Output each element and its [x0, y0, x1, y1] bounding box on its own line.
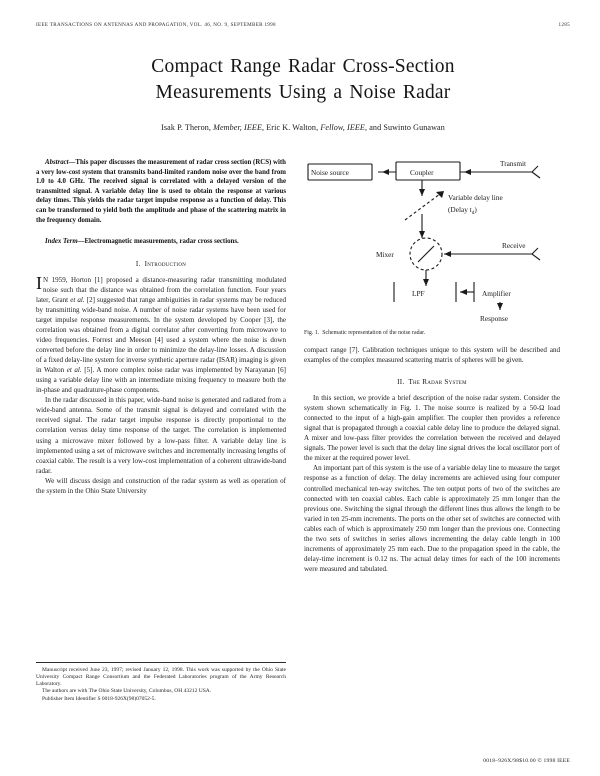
section-title-radar-system: The Radar System — [408, 378, 467, 387]
intro-p1-part-2: [2] suggested that range ambiguities in radar systems may be reduced by transmitting wide-band noise. A number of noise radar systems have been used for target impulse response measurements. In the system developed by Cooper [3], the correlation was obtained from a digital correlator after converting from microwave to video frequencies. Forrest and Meeson [4] used a system where the noise is down converted before the delay line in order to minimize the delay-line losses. A discussion of a fixed delay-line system for inverse synthetic aperture radar (ISAR) imaging is given in Walton — [36, 295, 287, 375]
transmit-antenna-mark-2 — [532, 166, 538, 172]
figure-label-delay-td-close: ) — [474, 205, 477, 214]
intro-paragraph-2: In the radar discussed in this paper, wide-band noise is generated and radiated from a wide-band antenna. Some of the transmit signal is delayed and correlated with the received signal. The radar target impulse response is directly proportional to the correlation versus delay time response of the target. The correlation is implemented using a microwave mixer followed by a low-pass filter. A variable delay line is implemented using a set of microwave switches and incrementally increasing lengths of coaxial cable. The result is a very low-cost implementation of a coherent ultrawide-band radar. — [36, 396, 286, 475]
intro-paragraph-3: We will discuss design and construction of the radar system as well as operation of the system in the Ohio State University — [36, 476, 286, 495]
body-columns — [36, 158, 570, 703]
arrowhead-coupler-to-transmit — [464, 169, 471, 175]
title-block — [36, 54, 570, 132]
arrowhead-coupler-down — [419, 189, 425, 196]
arrowhead-receive-to-mixer — [444, 251, 451, 257]
abstract-text: This paper discusses the measurement of radar cross section (RCS) with a very low-cost system that transmits band-limited random noise over the band from 1.0 to 4.0 GHz. The received signal is correlated with a delayed version of the transmitted signal. A variable delay line is used to obtain the response at various delay times. This yields the radar target impulse response as a function of delay. This can be transformed to yield both the amplitude and phase of the scattering matrix in the frequency domain. — [36, 159, 286, 224]
intro-p1-italic-1: et al. — [70, 295, 85, 304]
left-column — [36, 158, 286, 703]
author-2-grade: Fellow, IEEE — [320, 123, 365, 132]
figure-label-coupler: Coupler — [410, 168, 434, 177]
paper-title-line-2: Measurements Using a Noise Radar — [155, 82, 451, 103]
figure-1 — [304, 158, 560, 337]
index-terms-lead-label: Index Term — [45, 238, 78, 246]
author-1-name: Isak P. Theron, — [161, 123, 214, 132]
section-heading-radar-system — [304, 378, 560, 386]
intro-p1-italic-2: et al. — [66, 366, 82, 375]
arrowhead-amplifier-to-lpf — [460, 289, 467, 295]
paper-title-line-1: Compact Range Radar Cross-Section — [151, 56, 455, 77]
arrowhead-delay-to-mixer — [419, 231, 425, 238]
figure-label-noise-source: Noise source — [311, 168, 349, 177]
figure-1-schematic — [304, 158, 560, 323]
figure-label-receive: Receive — [502, 241, 526, 250]
running-head — [36, 22, 570, 32]
section-title-introduction: Introduction — [144, 259, 187, 268]
intro-paragraph-3-continued: compact range [7]. Calibration techniques unique to this system will be described and examples of the complex measured scattering matrix of spheres will be given. — [304, 346, 560, 365]
author-2-name: Eric K. Walton, — [266, 123, 321, 132]
figure-label-delay-td-sub: d — [471, 210, 475, 216]
right-column — [304, 158, 560, 574]
receive-antenna-mark-2 — [532, 248, 538, 254]
radar-system-paragraph-1: In this section, we provide a brief description of the noise radar system. Consider the system shown schematically in Fig. 1. The noise source is realized by a 50-Ω load connected to the input of a high-gain amplifier. The coupler then provides a reference signal that is propagated through a coaxial cable delay line to produce the delayed signal. A mixer and low-pass filter provides the correlation between the received and delayed signals. The power level is such that the delay line signal drives the local oscillator port of the mixer at the required power level. — [304, 394, 560, 463]
drop-cap-letter: I — [36, 272, 42, 293]
receive-antenna-mark-1 — [532, 254, 540, 260]
author-list — [36, 123, 570, 132]
mixer-slash — [418, 246, 434, 262]
arrowhead-mixer-to-lpf — [423, 279, 429, 286]
figure-label-mixer: Mixer — [376, 250, 394, 259]
index-terms-paragraph — [36, 237, 286, 247]
intro-paragraph-1 — [36, 272, 287, 396]
arrowhead-delay-line-tip — [436, 191, 444, 198]
figure-label-variable-delay-line: Variable delay line — [448, 193, 503, 202]
footnote-block-wrapper — [36, 651, 286, 703]
variable-delay-line-slash — [405, 191, 444, 220]
author-3-name: Suwinto Gunawan — [383, 123, 445, 132]
running-head-page-number: 1285 — [558, 22, 570, 28]
figure-label-lpf: LPF — [412, 289, 425, 298]
arrowhead-response — [497, 303, 503, 310]
author-1-grade: Member, IEEE — [213, 123, 262, 132]
running-head-journal: IEEE TRANSACTIONS ON ANTENNAS AND PROPAGATION, VOL. 46, NO. 9, SEPTEMBER 1998 — [36, 22, 276, 28]
figure-label-transmit: Transmit — [500, 159, 527, 168]
index-terms-text: —Electromagnetic measurements, radar cross sections. — [77, 238, 239, 246]
footnote-manuscript-info: Manuscript received June 23, 1997; revised January 12, 1998. This work was supported by the Ohio State University Compact Range Consortium and the Federated Laboratories program of the Army Research Laboratory. — [36, 666, 286, 688]
author-separator-1: , — [262, 123, 267, 132]
footnote-block — [36, 662, 286, 703]
figure-1-caption — [304, 329, 560, 337]
figure-label-response: Response — [480, 314, 508, 323]
figure-label-amplifier: Amplifier — [482, 289, 511, 298]
section-number-introduction: I. — [135, 259, 141, 268]
transmit-antenna-mark-1 — [532, 172, 540, 178]
figure-label-delay-td — [448, 205, 477, 216]
author-separator-2: , and — [364, 123, 384, 132]
figure-1-caption-text: Schematic representation of the noise radar. — [322, 330, 426, 336]
figure-label-delay-td-main: (Delay t — [448, 205, 472, 214]
intro-p1-part-3: [5]. A more complex noise radar was implemented by Narayanan [6] using a variable delay line with an intermediate mixing frequency to measure both the in-phase and quadrature-phase components. — [36, 366, 287, 395]
copyright-line: 0018–926X/98$10.00 © 1998 IEEE — [483, 758, 570, 764]
abstract-paragraph — [36, 158, 286, 225]
section-heading-introduction — [36, 260, 286, 268]
figure-1-caption-label: Fig. 1. — [304, 330, 320, 336]
intro-p1-part-1: N 1959, Horton [1] proposed a distance-measuring radar transmitting modulated noise such that the distance was obtained from the correlation function. Four years later, Grant — [36, 275, 286, 304]
section-number-radar-system: II. — [397, 378, 405, 387]
radar-system-paragraph-2: An important part of this system is the use of a variable delay line to measure the target response as a function of delay. The delay increments are achieved using four computer controlled mechanical ten-way switches. The ten output ports of two of the switches are connected with ten coaxial cables. Each cable is approximately 25 mm longer than the previous one. Switching the signal through the different lines thus allows the length to be varied in ten 25-mm increments. The ports on the other set of switches are connected with cables each of which is approximately 250 mm longer than the previous one. Connecting the two sets of switches in series allows incrementing the delay cable length in 100 increments of approximately 25 mm each. Due to the propagation speed in the cable, the delay-time increment is 0.12 ns. The actual delay times for each of the 100 increments were measured and tabulated. — [304, 464, 560, 573]
abstract-lead-label: Abstract— — [45, 159, 76, 166]
footnote-author-affiliation: The authors are with The Ohio State University, Columbus, OH 43212 USA. — [42, 688, 212, 695]
footnote-publisher-item-identifier: Publisher Item Identifier S 0018-926X(98)07052-5. — [42, 695, 156, 702]
arrowhead-noise-to-coupler — [382, 169, 389, 175]
